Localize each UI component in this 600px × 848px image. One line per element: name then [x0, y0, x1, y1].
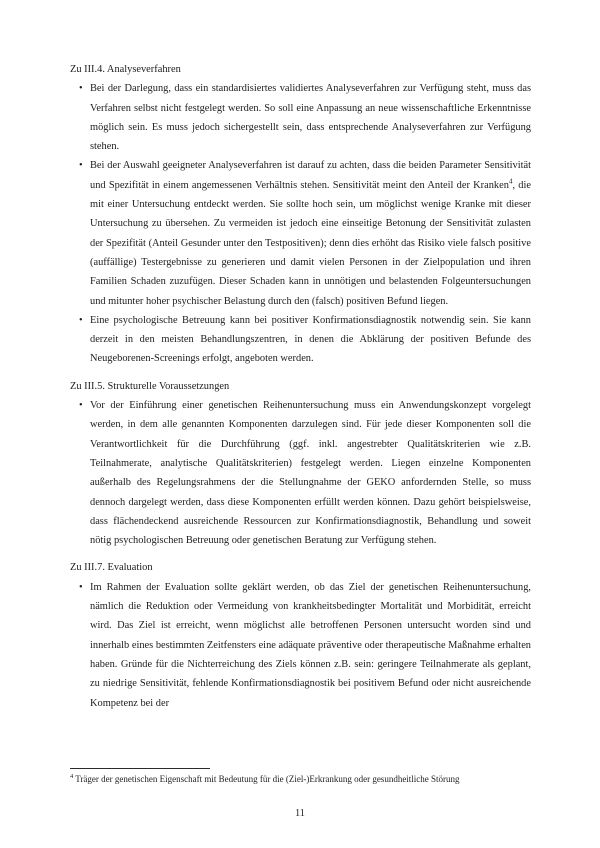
bullet-text: Im Rahmen der Evaluation sollte geklärt werden, ob das Ziel der genetischen Reihenuntersuchung, nämlich die Reduktion oder Vermeidung von krankheitsbedingter Mortalität und Morbidität, erreicht wird. Das Ziel ist erreicht, wenn möglichst alle betroffenen Personen untersucht worden sind und innerhalb eines bestimmten Zeitfensters eine adäquate präventive oder therapeutische Maßnahme erhalten haben. Gründe für die Nichterreichung des Ziels können z.B. sein: geringere Teilnahmerate als geplant, zu niedrige Sensitivität, fehlende Konfirmationsdiagnostik bei positivem Befund oder nicht ausreichende Kompetenz bei der — [90, 581, 531, 709]
bullet-icon: • — [79, 83, 83, 95]
footnote-divider — [70, 768, 210, 769]
section-heading: Zu III.4. Analyseverfahren — [70, 64, 181, 75]
section-heading: Zu III.5. Strukturelle Voraussetzungen — [70, 380, 230, 392]
section-strukturelle-voraussetzungen — [70, 377, 531, 551]
bullet-text: Bei der Darlegung, dass ein standardisiertes validiertes Analyseverfahren zur Verfügung steht, muss das Verfahren selbst nicht festgelegt werden. So soll eine Anpassung an neue wissenschaftliche Erkenntnisse möglich sein. Es muss jedoch sichergestellt sein, dass entsprechende Analyseverfahren zur Verfügung stehen. — [90, 83, 531, 153]
page-number: 11 — [294, 808, 305, 819]
bullet-icon: • — [79, 400, 83, 412]
bullet-text-pre: Bei der Auswahl geeigneter Analyseverfahren ist darauf zu achten, dass die beiden Parameter Sensitivität und Spezifität in einem angemessenen Verhältnis stehen. Sensitivität meint den Anteil der Kranken — [90, 160, 531, 191]
section-evaluation — [70, 558, 531, 712]
list-item — [70, 311, 531, 369]
list-item — [70, 79, 531, 156]
list-item — [70, 578, 531, 713]
bullet-icon: • — [79, 581, 83, 593]
bullet-text — [90, 156, 531, 310]
footnote-reference: 4 — [508, 177, 513, 186]
footnote — [70, 773, 531, 785]
section-analyseverfahren — [70, 60, 531, 369]
footnote-text: Träger der genetischen Eigenschaft mit Bedeutung für die (Ziel-)Erkrankung oder gesundheitliche Störung — [75, 774, 460, 784]
bullet-text: Vor der Einführung einer genetischen Reihenuntersuchung muss ein Anwendungskonzept vorgelegt werden, in dem alle genannten Komponenten darzulegen sind. Für jede dieser Komponenten soll die Verantwortlichkeit für die Durchführung (ggf. inkl. angestrebter Qualitätskriterien wie z.B. Teilnahmerate, analytische Qualitätskriterien) festgelegt werden. Liegen einzelne Komponenten außerhalb des Regelungsrahmens der die Stellungnahme der GEKO anfordernden Stelle, so muss dennoch dargelegt werden, dass diese Komponenten erfüllt werden können. Dazu gehört beispielsweise, dass flächendeckend ausreichende Ressourcen zur Konfirmationsdiagnostik, Behandlung und soweit nötig psychologischen Betreuung oder genetischen Beratung zur Verfügung stehen. — [90, 400, 531, 547]
text-body — [70, 60, 531, 713]
bullet-text: Eine psychologische Betreuung kann bei positiver Konfirmationsdiagnostik notwendig sein. Sie kann derzeit in den meisten Behandlungszentren, in denen die Abklärung der positiven Befunde des Neugeborenen-Screenings erfolgt, angeboten werden. — [90, 314, 531, 365]
footnote-number: 4 — [70, 773, 74, 780]
list-item — [70, 156, 531, 310]
section-heading: Zu III.7. Evaluation — [70, 562, 153, 574]
bullet-text-post: , die mit einer Untersuchung entdeckt werden. Sie sollte hoch sein, um möglichst wenige Kranke mit dieser Untersuchung zu übersehen. Zu vermeiden ist jedoch eine einseitige Betonung der Sensitivität zulasten der Spezifität (Anteil Gesunder unter den Testpositiven); denn dies erhöht das Risiko viele falsch positive (auffällige) Testergebnisse zu generieren und damit vielen Personen in der Zielpopulation und ihren Familien Schaden zuzufügen. Dieser Schaden kann in unnötigen und belastenden Folgeuntersuchungen und mitunter hoher psychischer Belastung durch den (falsch) positiven Befund liegen. — [90, 179, 531, 307]
bullet-icon: • — [79, 160, 83, 172]
bullet-icon: • — [79, 314, 83, 326]
footnote-block — [70, 768, 531, 785]
list-item — [70, 396, 531, 550]
